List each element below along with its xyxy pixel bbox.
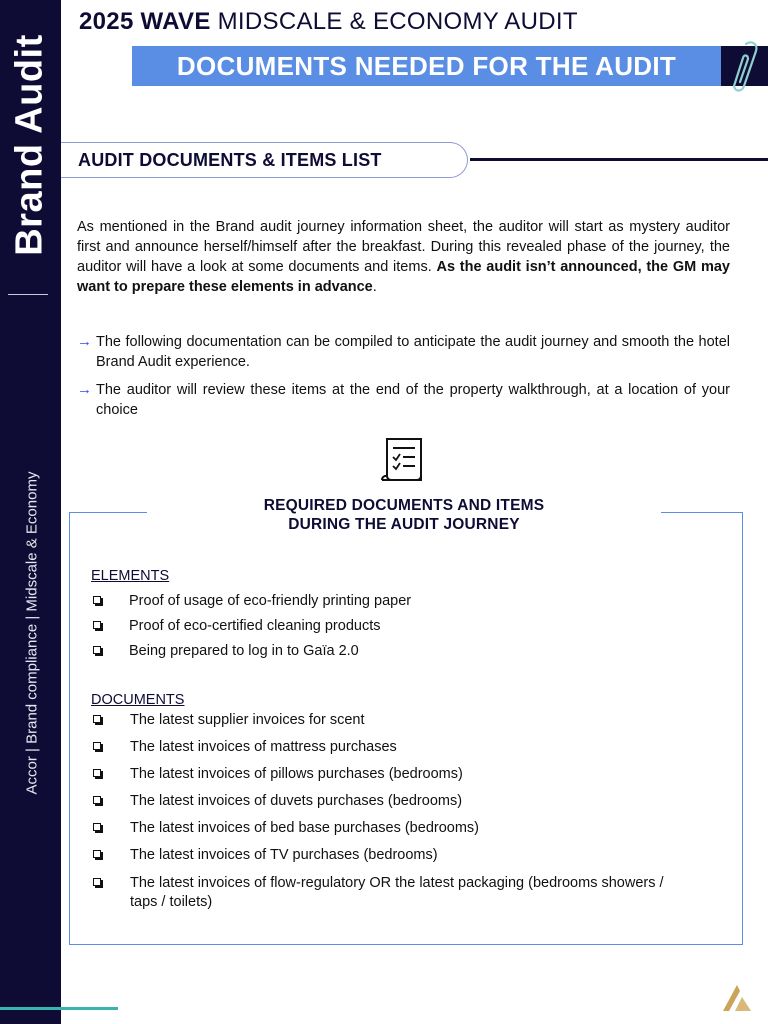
checkbox-square-icon	[93, 621, 101, 629]
documents-heading: DOCUMENTS	[91, 692, 185, 708]
checklist-document-icon	[379, 436, 427, 486]
list-item	[91, 642, 691, 661]
list-item-text: Being prepared to log in to Gaïa 2.0	[129, 643, 359, 659]
banner-title: DOCUMENTS NEEDED FOR THE AUDIT	[132, 46, 721, 86]
brand-audit-label: Brand Audit	[8, 34, 51, 256]
checkbox-square-icon	[93, 742, 101, 750]
checkbox-square-icon	[93, 646, 101, 654]
list-item	[91, 765, 691, 784]
list-item-text: The latest invoices of TV purchases (bedrooms)	[130, 847, 438, 863]
list-item-text: Proof of usage of eco-friendly printing paper	[129, 593, 412, 609]
checkbox-square-icon	[93, 878, 101, 886]
list-item	[91, 874, 691, 912]
bullet-item	[77, 332, 730, 372]
checkbox-square-icon	[93, 850, 101, 858]
arrow-right-icon: →	[77, 381, 92, 398]
list-item-text: The latest invoices of flow-regulatory OR the latest packaging (bedrooms showers / taps / toilets)	[130, 875, 664, 910]
list-item-text: The latest supplier invoices for scent	[130, 712, 365, 728]
bullet-text: The following documentation can be compiled to anticipate the audit journey and smooth the hotel Brand Audit experience.	[96, 334, 730, 370]
required-title-line1: REQUIRED DOCUMENTS AND ITEMS	[263, 497, 545, 514]
checkbox-square-icon	[93, 796, 101, 804]
required-title-line2: DURING THE AUDIT JOURNEY	[288, 516, 520, 533]
list-item-text: The latest invoices of mattress purchases	[130, 739, 397, 755]
bullet-text: The auditor will review these items at the end of the property walkthrough, at a location of your choice	[96, 382, 730, 418]
list-item	[91, 592, 691, 611]
checkbox-square-icon	[93, 596, 101, 604]
list-item-text: The latest invoices of duvets purchases (bedrooms)	[130, 793, 463, 809]
paperclip-icon	[724, 38, 764, 98]
intro-bold: As the audit isn’t announced, the GM may want to prepare these elements in advance	[77, 259, 730, 295]
page-title-bold: 2025 WAVE	[79, 8, 211, 35]
intro-end: .	[372, 279, 377, 295]
sidebar-caption: Accor | Brand compliance | Midscale & Economy	[23, 471, 41, 795]
list-item-text: The latest invoices of bed base purchases (bedrooms)	[130, 820, 479, 836]
arrow-right-icon: →	[77, 333, 92, 350]
list-item	[91, 846, 691, 865]
list-item	[91, 819, 691, 838]
list-item-text: Proof of eco-certified cleaning products	[129, 618, 381, 634]
sidebar	[0, 0, 61, 1024]
page-title-rest: MIDSCALE & ECONOMY AUDIT	[210, 8, 578, 35]
list-item	[91, 711, 691, 730]
elements-heading: ELEMENTS	[91, 568, 170, 584]
intro-text: As mentioned in the Brand audit journey information sheet, the auditor will start as mystery auditor first and announce herself/himself after the breakfast. During this revealed phase of the journey, the auditor will have a look at some documents and items.	[77, 219, 730, 275]
teal-accent-line	[0, 1007, 118, 1010]
sidebar-divider	[8, 294, 48, 295]
required-title	[147, 496, 661, 534]
section-title: AUDIT DOCUMENTS & ITEMS LIST	[78, 150, 382, 170]
list-item	[91, 792, 691, 811]
checkbox-square-icon	[93, 715, 101, 723]
accor-logo-icon	[721, 983, 753, 1013]
list-item	[91, 738, 691, 757]
checkbox-square-icon	[93, 769, 101, 777]
bullet-item	[77, 380, 730, 420]
section-rule	[470, 158, 768, 161]
list-item-text: The latest invoices of pillows purchases (bedrooms)	[130, 766, 463, 782]
list-item	[91, 617, 691, 636]
intro-paragraph	[77, 217, 730, 297]
checkbox-square-icon	[93, 823, 101, 831]
page-title	[79, 8, 578, 36]
